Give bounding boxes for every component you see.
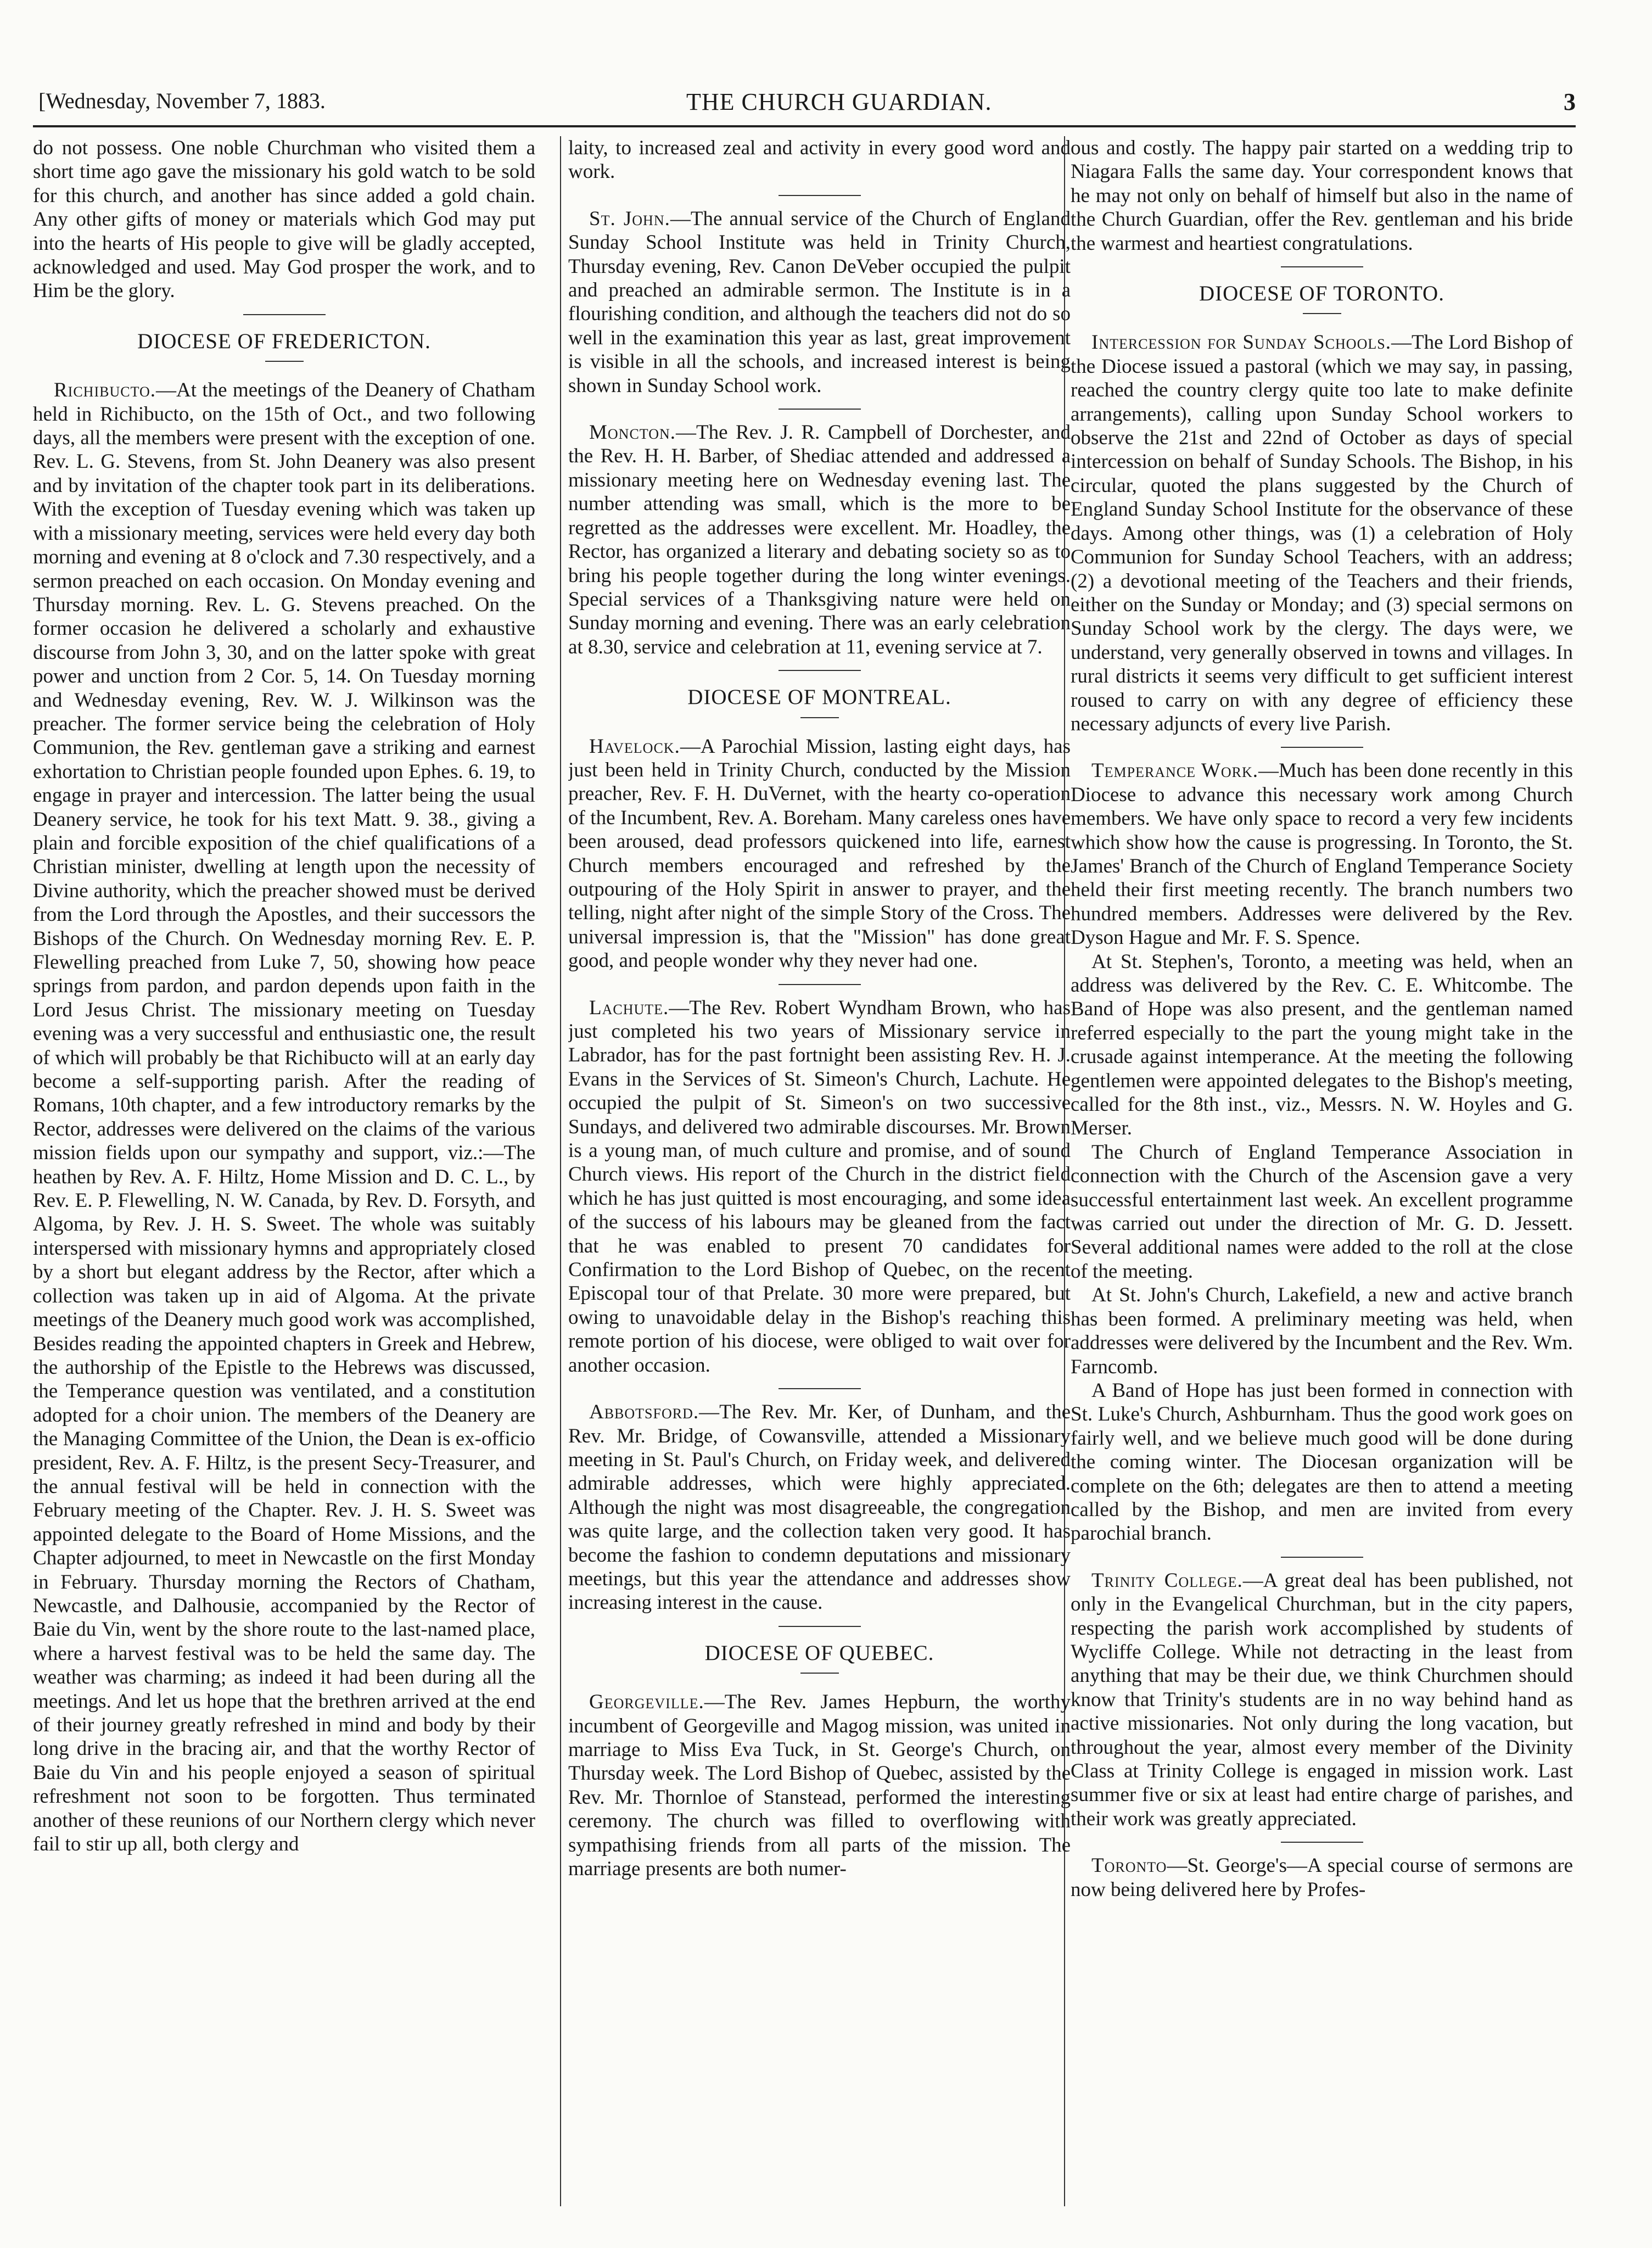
section-rule: [779, 984, 861, 985]
article-text: —The Rev. James Hepburn, the worthy incumbent of Georgeville and Magog mission, was united in marriage to Miss Eva Tuck, in St. George's Church, on Thursday week. The Lord Bishop of Quebec, assisted by the Rev. Mr. Thornloe of Stanstead, performed the interesting ceremony. The church was filled to overflowing with sympathising friends from all parts of the mission. The marriage presents are both numer-: [568, 1691, 1071, 1880]
section-rule: [779, 1388, 861, 1389]
article-continuation: laity, to increased zeal and activity in every good word and work.: [568, 137, 1071, 183]
article-lead: Lachute.: [589, 996, 669, 1019]
article-text: —St. George's—A special course of sermons are now being delivered here by Profes-: [1071, 1854, 1573, 1901]
article-lead: St. John.: [589, 207, 670, 230]
section-rule: [1281, 747, 1363, 748]
column-1: [33, 136, 535, 2212]
article-moncton: [568, 421, 1071, 659]
section-rule: [243, 314, 326, 315]
section-rule: [779, 670, 861, 671]
section-rule: [779, 1626, 861, 1627]
article-temperance: [1071, 759, 1573, 949]
paragraph-ascension: The Church of England Temperance Association in connection with the Church of the Ascension gave a very successful entertainment last week. An excellent programme was carried out under the direction of Mr. G. D. Jessett. Several additional names were added to the roll at the close of the meeting.: [1071, 1140, 1573, 1283]
paragraph-st-stephens: At St. Stephen's, Toronto, a meeting was held, when an address was delivered by the Rev. C. E. Whitcombe. The Band of Hope was also present, and the gentleman named referred especially to the part the young might take in the crusade against intemperance. At the meeting the following gentlemen were appointed delegates to the Bishop's meeting, called for the 8th inst., viz., Messrs. N. W. Hoyles and G. Merser.: [1071, 950, 1573, 1140]
section-rule: [265, 361, 304, 362]
section-rule: [800, 1673, 839, 1674]
article-intercession: [1071, 331, 1573, 736]
article-lead: Intercession for Sunday Schools.: [1091, 331, 1391, 354]
article-text: —Much has been done recently in this Diocese to advance this necessary work among Church members. We have only space to record a very few incidents which show how the cause is progressing. In Toronto, the St. James' Branch of the Church of England Temperance Society held their first meeting recently. The branch numbers two hundred members. Addresses were delivered by the Rev. Dyson Hague and Mr. F. S. Spence.: [1071, 759, 1573, 949]
article-st-john: [568, 207, 1071, 398]
article-text: —The Rev. J. R. Campbell of Dorchester, and the Rev. H. H. Barber, of Shediac attended and addressed a missionary meeting here on Wednesday evening last. The number attending was small, which is the more to be regretted as the addresses were excellent. Mr. Hoadley, the Rector, has organized a literary and debating society so as to bring his people together during the long winter evenings. Special services of a Thanksgiving nature were held on Sunday morning and evening. There was an early celebration at 8.30, service and celebration at 11, evening service at 7.: [568, 421, 1071, 658]
paragraph-ashburnham: A Band of Hope has just been formed in connection with St. Luke's Church, Ashburnham. Thus the good work goes on fairly well, and we believe much good will be done during the coming winter. The Diocesan organization will be complete on the 6th; delegates are then to attend a meeting called by the Bishop, and men are invited from every parochial branch.: [1071, 1379, 1573, 1545]
article-toronto: [1071, 1854, 1573, 1902]
article-lead: Abbotsford.: [589, 1401, 699, 1424]
column-3: [1071, 136, 1573, 2212]
article-text: —At the meetings of the Deanery of Chatham held in Richibucto, on the 15th of Oct., and two following days, all the members were present with the exception of one. Rev. L. G. Stevens, from St. John Deanery was also present and by invitation of the chapter took part in its deliberations. With the exception of Tuesday evening which was taken up with a missionary meeting, services were held every day both morning and evening at 8 o'clock and 7.30 respectively, and a sermon preached on each occasion. On Monday evening and Thursday morning. Rev. L. G. Stevens preached. On the former occasion he delivered a scholarly and exhaustive discourse from John 3, 30, and on the latter spoke with great power and unction from 2 Cor. 5, 14. On Tuesday morning and Wednesday evening, Rev. W. J. Wilkinson was the preacher. The former service being the celebration of Holy Communion, the Rev. gentleman gave a striking and earnest exhortation to Christian people founded upon Ephes. 6. 19, to engage in prayer and intercession. The latter being the usual Deanery service, he took for his text Matt. 9. 38., giving a plain and forcible exposition of the chief qualifications of a Christian minister, dwelling at length upon the necessity of Divine authority, which the preacher showed must be derived from the Lord through the Apostles, and their successors the Bishops of the Church. On Wednesday morning Rev. E. P. Flewelling preached from Luke 7, 50, showing how peace springs from pardon, and pardon depends upon faith in the Lord Jesus Christ. The missionary meeting on Tuesday evening was a very successful and enthusiastic one, the result of which will probably be that Richibucto will at an early day become a self-supporting parish. After the reading of Romans, 10th chapter, and a few introductory remarks by the Rector, addresses were delivered on the claims of the various mission fields upon our sympathy and support, viz.:—The heathen by Rev. A. F. Hiltz, Home Mission and D. C. L., by Rev. E. P. Flewelling, N. W. Canada, by Rev. D. Forsyth, and Algoma, by Rev. J. H. S. Sweet. The whole was suitably interspersed with missionary hymns and appropriately closed by a short but elegant address by the Rector, after which a collection was taken up in aid of Algoma. At the private meetings of the Deanery much good work was accomplished, Besides reading the appointed chapters in Greek and Hebrew, the authorship of the Epistle to the Hebrews was discussed, the Temperance question was ventilated, and a constitution adopted for a choir union. The members of the Deanery are the Managing Committee of the Union, the Dean is ex-officio president, Rev. A. F. Hiltz, is the present Secy-Treasurer, and the annual festival will be held in connection with the February meeting of the Chapter. Rev. J. H. S. Sweet was appointed delegate to the Board of Home Missions, and the Chapter adjourned, to meet in Newcastle on the first Monday in February. Thursday morning the Rectors of Chatham, Newcastle, and Dalhousie, accompanied by the Rector of Baie du Vin, went by the shore route to the last-named place, where a harvest festival was to be held the same day. The weather was charming; as indeed it had been during all the meetings. And let us hope that the brethren arrived at the end of their journey greatly refreshed in mind and body by their long drive in the bracing air, and that the worthy Rector of Baie du Vin and his people enjoyed a season of spiritual refreshment not soon to be forgotten. Thus terminated another of these reunions of our Northern clergy which never fail to stir up all, both clergy and: [33, 379, 535, 1856]
page-number: 3: [1564, 88, 1576, 115]
article-trinity-college: [1071, 1569, 1573, 1831]
article-text: —A Parochial Mission, lasting eight days, has just been held in Trinity Church, conducted by the Mission preacher, Rev. F. H. DuVernet, with the hearty co-operation of the Incumbent, Rev. A. Boreham. Many careless ones have been aroused, dead professors quickened into life, earnest Church members encouraged and refreshed by the outpouring of the Holy Spirit in answer to prayer, and the telling, night after night of the simple Story of the Cross. The universal impression is, that the "Mission" has done great good, and people wonder why they never had one.: [568, 735, 1071, 972]
issue-date: [Wednesday, November 7, 1883.: [38, 88, 326, 113]
article-text: —The Rev. Mr. Ker, of Dunham, and the Rev. Mr. Bridge, of Cowansville, attended a Missionary meeting in St. Paul's Church, on Friday week, and delivered admirable addresses, which were highly appreciated. Although the night was most disagreeable, the congregation was quite large, and the collection taken very good. It has become the fashion to condemn deputations and missionary meetings, but this year the attendance and addresses show increasing interest in the cause.: [568, 1401, 1071, 1614]
article-lead: Temperance Work.: [1091, 759, 1258, 782]
section-rule: [1303, 313, 1341, 314]
article-havelock: [568, 735, 1071, 973]
section-rule: [779, 195, 861, 196]
article-abbotsford: [568, 1400, 1071, 1615]
article-richibucto: [33, 378, 535, 1856]
article-lead: Moncton.: [589, 421, 676, 444]
section-heading-quebec: DIOCESE OF QUEBEC.: [704, 1641, 934, 1665]
section-rule: [800, 717, 839, 718]
article-georgeville: [568, 1690, 1071, 1881]
section-heading-toronto: DIOCESE OF TORONTO.: [1199, 282, 1444, 306]
article-lead: Toronto: [1091, 1854, 1167, 1877]
section-rule: [779, 409, 861, 410]
article-text: —The Rev. Robert Wyndham Brown, who has just completed his two years of Missionary service in Labrador, has for the past fortnight been assisting Rev. H. J. Evans in the Services of St. Simeon's Church, Lachute. He occupied the pulpit of St. Simeon's on two successive Sundays, and delivered two admirable discourses. Mr. Brown is a young man, of much culture and promise, and of sound Church views. His report of the Church in the district field which he has just quitted is most encouraging, and some idea of the success of his labours may be gleaned from the fact that he was enabled to present 70 candidates for Confirmation to the Lord Bishop of Quebec, on the recent Episcopal tour of that Prelate. 30 more were prepared, but owing to unavoidable delay in the Bishop's reaching this remote portion of his diocese, were obliged to wait over for another occasion.: [568, 996, 1071, 1377]
newspaper-title: THE CHURCH GUARDIAN.: [686, 88, 992, 115]
article-continuation: do not possess. One noble Churchman who visited them a short time ago gave the missionary his gold watch to be sold for this church, and another has since added a gold chain. Any other gifts of money or materials which God may put into the hearts of His people to give will be gladly accepted, acknowledged and used. May God prosper the work, and to Him be the glory.: [33, 137, 535, 303]
section-rule: [1281, 1557, 1363, 1558]
article-lead: Richibucto.: [54, 379, 156, 402]
section-heading-fredericton: DIOCESE OF FREDERICTON.: [137, 329, 431, 353]
article-text: —The Lord Bishop of the Diocese issued a pastoral (which we may say, in passing, reached the country clergy quite too late to make definite arrangements), calling upon Sunday School workers to observe the 21st and 22nd of October as days of special intercession on behalf of Sunday Schools. The Bishop, in his circular, quoted the plans suggested by the Church of England Sunday School Institute for the observance of these days. Among other things, was (1) a celebration of Holy Communion for Sunday School Teachers, with an address; (2) a devotional meeting of the Teachers and their friends, either on the Sunday or Monday; and (3) special sermons on Sunday School work by the clergy. The days were, we understand, very generally observed in towns and villages. In rural districts it seems very difficult to get sufficient interest roused to carry on with any degree of efficiency these necessary adjuncts of every live Parish.: [1071, 331, 1573, 735]
article-lead: Havelock.: [589, 735, 680, 758]
paragraph-lakefield: At St. John's Church, Lakefield, a new and active branch has been formed. A preliminary meeting was held, when addresses were delivered by the Incumbent and the Rev. Wm. Farncomb.: [1071, 1284, 1573, 1378]
article-continuation: ous and costly. The happy pair started on a wedding trip to Niagara Falls the same day. Your correspondent knows that he may not only on behalf of himself but also in the name of the Church Guardian, offer the Rev. gentleman and his bride the warmest and heartiest congratulations.: [1071, 137, 1573, 255]
article-text: —A great deal has been published, not only in the Evangelical Churchman, but in the city papers, respecting the parish work accomplished by students of Wycliffe College. While not detracting in the least from anything that may be their due, we think Churchmen should know that Trinity's students are in no way behind hand as active missionaries. Not only during the long vacation, but throughout the year, almost every member of the Divinity Class at Trinity College is engaged in mission work. Last summer five or six at least had entire charge of parishes, and their work was greatly appreciated.: [1071, 1569, 1573, 1830]
section-rule: [1281, 266, 1363, 267]
article-text: —The annual service of the Church of England Sunday School Institute was held in Trinity Church, Thursday evening, Rev. Canon DeVeber occupied the pulpit and preached an admirable sermon. The Institute is in a flourishing condition, and although the teachers did not do so well in the examination this year as last, great improvement is visible in all the schools, and increased interest is being shown in Sunday School work.: [568, 207, 1071, 397]
section-heading-montreal: DIOCESE OF MONTREAL.: [687, 685, 951, 709]
header-rule: [33, 125, 1576, 127]
section-rule: [1281, 1842, 1363, 1843]
article-lachute: [568, 996, 1071, 1378]
article-lead: Trinity College.: [1091, 1569, 1243, 1592]
page-header: [38, 88, 1576, 121]
column-2: [568, 136, 1071, 2212]
column-divider: [560, 136, 561, 2206]
article-lead: Georgeville.: [589, 1691, 704, 1714]
